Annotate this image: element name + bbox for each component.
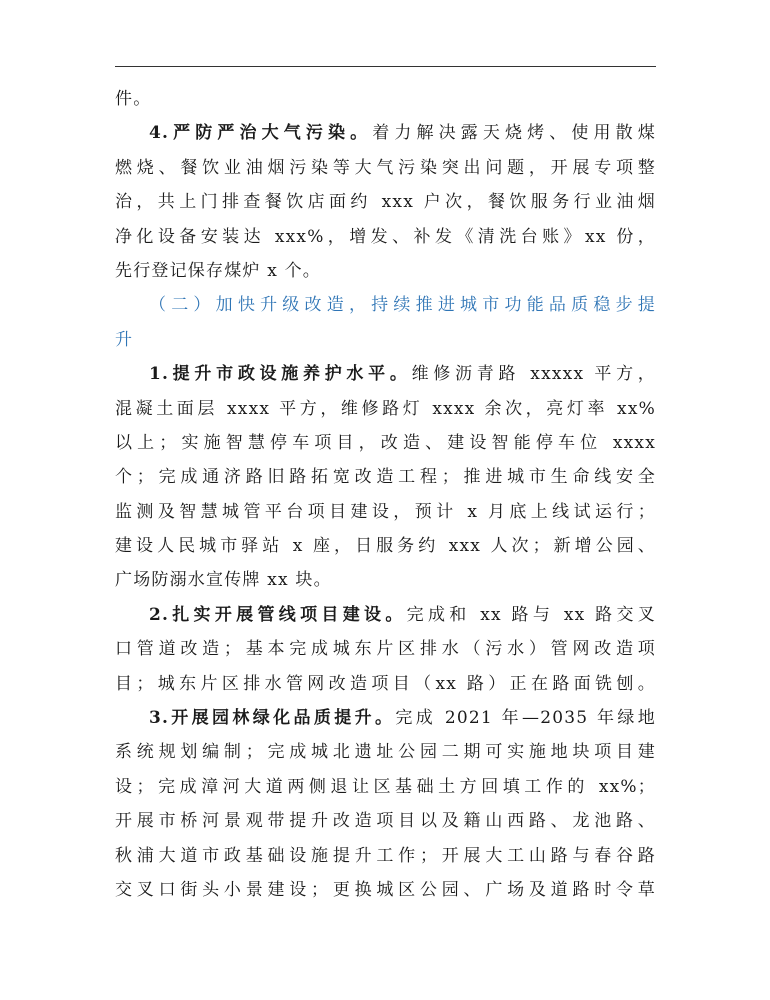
text-line: 着力解决露天烧烤、使用散煤 [372, 123, 656, 144]
section-heading-line: （二）加快升级改造，持续推进城市功能品质稳步提 [149, 295, 656, 316]
text-line: 燃烧、餐饮业油烟污染等大气污染突出问题，开展专项整 [115, 157, 656, 178]
text-line: 净化设备安装达 xxx%，增发、补发《清洗台账》xx 份， [115, 226, 656, 247]
paragraph-municipal-facilities [115, 357, 656, 598]
text-line: 件。 [115, 89, 152, 109]
paragraph-air-pollution [115, 116, 656, 288]
item-heading: 1.提升市政设施养护水平。 [149, 364, 412, 385]
text-line: 建设人民城市驿站 x 座，日服务约 xxx 人次；新增公园、 [115, 536, 656, 557]
paragraph-pipeline-projects [115, 598, 656, 701]
text-line: 监测及智慧城管平台项目建设，预计 x 月底上线试运行； [115, 501, 656, 522]
section-heading-line: 升 [115, 329, 134, 350]
paragraph-first-line [115, 357, 656, 391]
text-line: 目；城东片区排水管网改造项目（xx 路）正在路面铣刨。 [115, 673, 656, 694]
text-line: 治，共上门排查餐饮店面约 xxx 户次，餐饮服务行业油烟 [115, 192, 656, 213]
text-line: 设；完成漳河大道两侧退让区基础土方回填工作的 xx%； [115, 776, 656, 797]
text-line: 先行登记保存煤炉 x 个。 [115, 260, 321, 281]
text-line: 口管道改造；基本完成城东片区排水（污水）管网改造项 [115, 639, 656, 660]
text-line: 混凝土面层 xxxx 平方，维修路灯 xxxx 余次，亮灯率 xx% [115, 398, 656, 419]
paragraph-first-line [115, 701, 656, 735]
item-heading: 3.开展园林绿化品质提升。 [149, 708, 396, 729]
continuation-line [115, 82, 656, 116]
item-heading: 2.扎实开展管线项目建设。 [149, 604, 407, 625]
header-rule [115, 66, 656, 67]
text-line: 广场防溺水宣传牌 xx 块。 [115, 570, 332, 591]
text-line: 维修沥青路 xxxxx 平方， [411, 364, 656, 385]
paragraph-landscaping [115, 701, 656, 907]
text-line: 完成 2021 年—2035 年绿地 [395, 708, 656, 729]
item-heading: 4.严防严治大气污染。 [149, 123, 373, 144]
text-line: 秋浦大道市政基础设施提升工作；开展大工山路与春谷路 [115, 845, 656, 866]
text-line: 开展市桥河景观带提升改造项目以及籍山西路、龙池路、 [115, 811, 656, 832]
section-heading [115, 288, 656, 357]
text-line: 系统规划编制；完成城北遗址公园二期可实施地块项目建 [115, 742, 656, 763]
text-line: 个；完成通济路旧路拓宽改造工程；推进城市生命线安全 [115, 467, 656, 488]
text-line: 以上；实施智慧停车项目，改造、建设智能停车位 xxxx [115, 432, 656, 453]
text-line: 交叉口街头小景建设；更换城区公园、广场及道路时令草 [115, 879, 656, 900]
paragraph-first-line [115, 598, 656, 632]
paragraph-first-line [115, 116, 656, 150]
document-body [115, 82, 656, 907]
text-line: 完成和 xx 路与 xx 路交叉 [406, 604, 656, 625]
